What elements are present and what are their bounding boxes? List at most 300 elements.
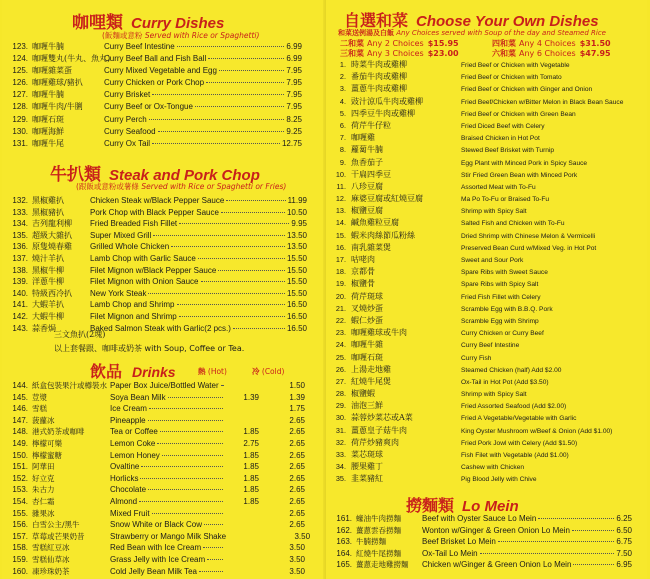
steak-extra-note: 三文魚扒(2塊) <box>54 330 106 339</box>
section-subtitle-en: Any Choices served with Soup of the day and Steamed Rice <box>396 29 606 37</box>
dish-item-row <box>326 254 644 266</box>
item-name-cn: 檸檬蜜糖 <box>32 450 62 460</box>
dot-leader <box>160 431 223 432</box>
item-name-en: Cold Jelly Bean Milk Tea <box>110 566 198 576</box>
dot-leader <box>201 281 285 282</box>
item-price: 6.99 <box>286 54 302 64</box>
cold-price: 2.65 <box>289 508 305 518</box>
dot-leader <box>141 466 223 467</box>
item-name-cn: 紙盒包裝果汁或樽裝水 <box>32 381 107 390</box>
item-name-cn: 薑蔥皇子菇牛肉 <box>351 425 407 435</box>
item-number: 26. <box>335 364 346 374</box>
drink-item-row <box>2 531 311 543</box>
item-number: 125. <box>12 66 28 76</box>
item-name-cn: 好立克 <box>32 473 55 483</box>
item-name-en: Curry Beef or Ox-Tongue <box>104 102 193 112</box>
item-name-en: Curry Chicken or Pork Chop <box>104 78 205 88</box>
item-number: 20. <box>335 291 346 301</box>
item-name-cn: 菜芯斑球 <box>351 450 383 459</box>
item-name-en: Fried Pork Jowl with Celery (Add $1.50) <box>461 439 578 447</box>
dot-leader <box>157 443 223 444</box>
item-name-cn: 蒜蓉炒菜芯或A菜 <box>351 413 413 423</box>
item-name-cn: 原隻燒春雞 <box>32 242 72 252</box>
drink-item-row <box>2 566 305 578</box>
item-name-en: Tea or Coffee <box>110 427 158 437</box>
dish-item-row <box>326 96 644 108</box>
item-number: 24. <box>335 340 346 350</box>
cold-price: 2.65 <box>289 415 305 425</box>
item-name-cn: 咖喱牛腩 <box>32 42 64 51</box>
dish-item-row <box>326 266 644 278</box>
item-name-en: Curry Beef Intestine <box>104 42 175 51</box>
item-name-cn: 超級大雜扒 <box>32 230 72 240</box>
item-name-en: Shrimp with Spicy Salt <box>461 391 527 399</box>
item-name-cn: 腰果雞丁 <box>351 462 383 472</box>
item-price: 13.50 <box>286 230 307 240</box>
dot-leader <box>218 270 285 271</box>
item-number: 19. <box>335 279 346 289</box>
menu-item-row <box>2 218 307 230</box>
item-name-en: Ox-Tail in Hot Pot (Add $3.50) <box>461 378 549 386</box>
dish-item-row <box>326 473 644 485</box>
item-name-en: Cashew with Chicken <box>461 464 525 472</box>
item-number: 32. <box>335 437 346 447</box>
cold-price: 2.65 <box>289 473 305 483</box>
item-price: 15.50 <box>286 277 307 287</box>
item-name-cn: 蒜香焗 <box>32 323 56 333</box>
item-price: 15.50 <box>286 288 307 298</box>
item-name-cn: 紅燒牛尾煲 <box>351 376 391 386</box>
item-number: 8. <box>339 145 346 155</box>
menu-item-row <box>2 299 307 311</box>
item-name-cn: 凍珍珠奶茶 <box>32 566 70 576</box>
item-name-en: Braised Chicken in Hot Pot <box>461 135 540 143</box>
drinks-list <box>2 380 311 577</box>
item-name-en: Curry Seafood <box>104 126 156 136</box>
dish-item-row <box>326 425 644 437</box>
item-name-cn: 南乳雜菜煲 <box>351 242 391 252</box>
drink-item-row <box>2 554 305 566</box>
item-number: 128. <box>12 102 28 112</box>
dot-leader <box>221 385 223 386</box>
section-subtitle-en: Served with Rice or Spaghetti) <box>144 31 260 40</box>
item-name-cn: 大蝦羊扒 <box>32 300 64 310</box>
item-number: 4. <box>339 96 346 106</box>
section-title-cn: 咖哩類 <box>72 13 123 33</box>
cold-price: 3.50 <box>294 531 311 541</box>
item-number: 9. <box>339 157 346 167</box>
section-subtitle <box>338 28 606 38</box>
item-name-en: Pork Chop with Black Pepper Sauce <box>90 207 219 217</box>
item-number: 140. <box>12 288 28 298</box>
item-name-cn: 荷芹斑球 <box>351 291 383 301</box>
item-name-en: Red Bean with Ice Cream <box>110 543 202 553</box>
item-number: 126. <box>12 78 28 88</box>
item-number: 161. <box>336 514 352 523</box>
item-number: 142. <box>12 311 28 321</box>
hot-price: 1.39 <box>243 392 259 402</box>
dot-leader <box>139 501 223 502</box>
item-name-cn: 白雪公主/黑牛 <box>32 520 80 530</box>
item-number: 134. <box>12 219 28 229</box>
dot-leader <box>179 316 285 317</box>
item-number: 127. <box>12 90 28 100</box>
dish-item-row <box>326 327 644 339</box>
item-price: 15.50 <box>286 253 307 263</box>
dot-leader <box>538 518 614 519</box>
option-price: $15.95 <box>427 39 459 48</box>
dish-item-row <box>326 157 644 169</box>
dot-leader <box>152 513 223 514</box>
drink-item-row <box>2 508 305 520</box>
item-price: 7.95 <box>286 66 302 76</box>
section-subtitle-cn: (飯麵或意粉 <box>102 31 143 40</box>
item-name-cn: 八珍豆腐 <box>351 181 383 191</box>
item-name-cn: 油泡三鮮 <box>351 401 383 411</box>
option-cn: 六和菜 <box>492 49 516 58</box>
item-name-en: Steamed Chicken (half) Add $2.00 <box>461 366 562 374</box>
item-number: 147. <box>12 415 28 425</box>
item-number: 137. <box>12 253 28 263</box>
item-price: 7.95 <box>286 102 302 112</box>
item-price: 6.50 <box>616 525 632 535</box>
item-price: 7.95 <box>286 78 302 88</box>
menu-page-left <box>2 0 323 579</box>
item-number: 23. <box>335 328 346 338</box>
item-name-cn: 雜果冰 <box>32 508 55 518</box>
dish-item-row <box>326 144 644 156</box>
cold-price: 2.65 <box>289 496 305 506</box>
dish-item-row <box>326 132 644 144</box>
item-name-en: Snow White or Black Cow <box>110 520 203 530</box>
item-name-cn: 麻婆豆腐或紅燒豆腐 <box>351 194 423 204</box>
dish-item-row <box>326 120 644 132</box>
menu-item-row <box>2 101 302 113</box>
item-number: 150. <box>12 450 28 460</box>
drinks-cold-label <box>252 366 284 377</box>
item-name-cn: 雪糕 <box>32 404 47 414</box>
section-subtitle <box>76 181 286 192</box>
item-name-en: Curry Chicken or Curry Beef <box>461 330 544 338</box>
drink-item-row <box>2 473 305 485</box>
dot-leader <box>572 530 614 531</box>
item-name-en: Curry Ox Tail <box>104 138 151 148</box>
item-name-en: Curry Brisket <box>104 90 151 100</box>
item-name-cn: 薑蔥走地雞撈麵 <box>356 560 409 570</box>
lomein-list <box>326 513 632 571</box>
item-number: 152. <box>12 473 28 483</box>
dish-item-row <box>326 315 644 327</box>
cold-price: 3.50 <box>289 566 305 576</box>
dot-leader <box>198 258 285 259</box>
item-name-cn: 咖喱雙丸(牛丸、魚丸) <box>32 54 111 64</box>
item-name-en: Scramble Egg with B.B.Q. Pork <box>461 305 553 313</box>
item-name-cn: 紅燒牛尾撈麵 <box>356 548 401 558</box>
item-name-en: Lemon Coke <box>110 438 156 448</box>
item-name-cn: 蝦米肉絲節瓜粉絲 <box>351 230 415 240</box>
item-number: 17. <box>335 255 346 264</box>
dish-item-row <box>326 352 644 364</box>
option-en: Any 3 Choices <box>367 49 424 58</box>
item-name-cn: 蘿蔔牛腩 <box>351 145 383 155</box>
dish-item-row <box>326 108 644 120</box>
dot-leader <box>149 119 285 120</box>
dish-item-row <box>326 303 644 315</box>
dot-leader <box>149 408 223 409</box>
dot-leader <box>480 553 615 554</box>
item-name-cn: 朱古力 <box>32 485 55 495</box>
item-name-cn: 四季豆牛肉或雞柳 <box>351 108 415 118</box>
drink-item-row <box>2 380 305 392</box>
item-name-cn: 咖喱雜菜蛋 <box>32 66 72 76</box>
item-name-en: Curry Mixed Vegetable and Egg <box>104 66 217 76</box>
menu-item-row <box>2 230 307 242</box>
item-name-en: Fried Beef or Chicken with Green Bean <box>461 110 576 118</box>
item-name-en: Baked Salmon Steak with Garlic(2 pcs.) <box>90 323 231 333</box>
dish-item-row <box>326 242 644 254</box>
item-name-cn: 時菜牛肉或雞柳 <box>351 60 407 69</box>
item-name-en: Soya Bean Milk <box>110 392 166 402</box>
dish-item-row <box>326 278 644 290</box>
item-number: 145. <box>12 392 28 402</box>
choose-list <box>326 59 644 486</box>
item-name-cn: 特級西冷扒 <box>32 288 72 298</box>
item-name-cn: 咖喱雞球或牛肉 <box>351 328 407 338</box>
menu-item-row <box>326 513 632 525</box>
item-price: 6.75 <box>616 537 632 547</box>
item-name-cn: 咖喱牛腩 <box>32 90 64 100</box>
item-price: 10.50 <box>286 207 307 217</box>
item-number: 34. <box>335 462 346 472</box>
menu-item-row <box>2 114 302 126</box>
item-name-en: Scramble Egg with Shrimp <box>461 317 539 325</box>
choice-price-option <box>340 48 459 59</box>
section-title-en: Steak and Pork Chop <box>109 167 260 184</box>
item-number: 27. <box>335 376 346 386</box>
hot-price: 1.85 <box>243 473 259 483</box>
item-number: 165. <box>336 560 352 570</box>
dish-item-row <box>326 83 644 95</box>
dish-item-row <box>326 437 644 449</box>
item-price: 16.50 <box>286 300 307 310</box>
dot-leader <box>148 420 223 421</box>
item-name-cn: 叉燒炒蛋 <box>351 303 383 313</box>
item-price: 7.50 <box>616 548 632 558</box>
dot-leader <box>168 397 223 398</box>
dot-leader <box>148 293 284 294</box>
drink-item-row <box>2 484 305 496</box>
item-number: 162. <box>336 525 352 535</box>
item-number: 1. <box>339 60 346 69</box>
dish-item-row <box>326 181 644 193</box>
section-title-cn: 飲品 <box>90 362 123 381</box>
item-name-en: Lamb Chop with Garlic Sauce <box>90 253 196 263</box>
item-name-cn: 黑椒豬扒 <box>32 207 64 217</box>
item-number: 11. <box>336 181 346 191</box>
item-number: 136. <box>12 242 28 252</box>
item-price: 6.95 <box>616 560 632 570</box>
menu-item-row <box>2 126 302 138</box>
cold-price: 2.65 <box>289 450 305 460</box>
item-number: 132. <box>12 196 28 205</box>
item-name-en: Assorted Meat with To-Fu <box>461 183 536 191</box>
item-name-en: Ox-Tail Lo Mein <box>422 548 478 558</box>
item-name-en: Filet Mignon with Onion Sauce <box>90 277 199 287</box>
item-number: 5. <box>339 108 346 118</box>
item-number: 22. <box>335 315 346 325</box>
item-number: 155. <box>12 508 28 518</box>
item-number: 144. <box>12 381 28 390</box>
item-name-en: Curry Beef Ball and Fish Ball <box>104 54 207 64</box>
dot-leader <box>219 70 284 71</box>
item-name-cn: 蝦仁炒蛋 <box>351 315 383 325</box>
item-name-en: Curry Perch <box>104 114 147 124</box>
item-number: 123. <box>12 42 28 51</box>
item-name-en: Preserved Bean Curd w/Mixed Veg. in Hot Pot <box>461 244 597 252</box>
item-number: 148. <box>12 427 28 437</box>
dish-item-row <box>326 205 644 217</box>
item-number: 129. <box>12 114 28 124</box>
drinks-hot-label <box>198 366 227 377</box>
steak-list <box>2 195 307 334</box>
menu-item-row <box>2 77 302 89</box>
steak-footnote <box>54 343 244 354</box>
item-price: 16.50 <box>286 323 307 333</box>
item-name-en: Curry Beef Intestine <box>461 342 520 350</box>
item-name-en: Chicken w/Ginger & Green Onion Lo Mein <box>422 560 572 570</box>
menu-item-row <box>2 138 302 150</box>
item-number: 6. <box>339 120 346 130</box>
item-name-en: Egg Plant with Minced Pork in Spicy Sauce <box>461 159 588 167</box>
item-price: 11.99 <box>287 196 307 205</box>
item-number: 141. <box>12 300 28 310</box>
cold-price: 2.65 <box>289 520 305 530</box>
menu-item-row <box>326 548 632 560</box>
item-name-cn: 荷芹炒豬爽肉 <box>351 437 399 447</box>
item-name-en: Grass Jelly with Ice Cream <box>110 554 206 564</box>
item-name-cn: 咖喱牛肉/牛脷 <box>32 102 83 112</box>
cold-price: 2.65 <box>289 462 305 472</box>
item-price: 9.95 <box>291 219 307 229</box>
dish-item-row <box>326 230 644 242</box>
item-name-cn: 吉列龍利柳 <box>32 219 72 229</box>
hot-price: 2.75 <box>243 438 259 448</box>
item-name-cn: 韭菜豬紅 <box>351 474 383 484</box>
dish-item-row <box>326 169 644 181</box>
item-name-en: Ice Cream <box>110 404 147 414</box>
item-number: 164. <box>336 548 352 558</box>
item-name-en: Spare Ribs with Spicy Salt <box>461 281 539 289</box>
item-name-en: Ma Po To-Fu or Braised To-Fu <box>461 196 550 204</box>
item-name-cn: 蠔油牛肉撈麵 <box>356 514 401 523</box>
item-name-cn: 椒鹽豆腐 <box>351 206 383 216</box>
item-name-cn: 上湯走地雞 <box>351 364 391 374</box>
cold-price: 1.75 <box>289 404 305 414</box>
dish-item-row <box>326 59 644 71</box>
item-name-en: Salted Fish and Chicken with To-Fu <box>461 220 565 228</box>
curry-list <box>2 41 302 150</box>
option-price: $31.50 <box>579 39 611 48</box>
cold-price: 1.50 <box>289 381 305 390</box>
drink-item-row <box>2 438 305 450</box>
item-number: 12. <box>335 194 346 204</box>
item-name-cn: 港式奶茶或咖啡 <box>32 427 85 437</box>
item-name-cn: 洋蔥牛柳 <box>32 277 64 287</box>
item-name-cn: 薑蔥雲吞撈麵 <box>356 525 401 535</box>
drink-item-row <box>2 450 305 462</box>
item-number: 124. <box>12 54 28 64</box>
item-name-cn: 咕咾肉 <box>351 255 375 264</box>
item-name-cn: 荳漿 <box>32 392 47 402</box>
item-name-cn: 番茄牛肉或雞柳 <box>351 72 407 82</box>
item-name-en: Stewed Beef Brisket with Turnip <box>461 147 555 155</box>
item-name-en: Beef Brisket Lo Mein <box>422 537 496 547</box>
dot-leader <box>573 564 614 565</box>
menu-item-row <box>2 311 307 323</box>
hot-label-cn: 熱 <box>198 367 206 376</box>
item-number: 18. <box>335 267 346 277</box>
item-name-en: Horlicks <box>110 473 139 483</box>
item-name-cn: 咖喱雞球/豬扒 <box>32 78 83 88</box>
item-name-en: Fried Diced Beef with Celery <box>461 122 545 130</box>
section-title-en: Drinks <box>132 364 176 380</box>
dish-item-row <box>326 364 644 376</box>
item-number: 31. <box>335 425 346 435</box>
dot-leader <box>177 304 285 305</box>
item-name-cn: 魚香茄子 <box>351 157 383 167</box>
cold-price: 2.65 <box>289 485 305 495</box>
dot-leader <box>195 106 284 107</box>
item-name-en: New York Steak <box>90 288 147 298</box>
section-subtitle-cn: (跟飯或意粉或薯條 <box>76 182 139 191</box>
menu-item-row <box>2 41 302 53</box>
item-name-cn: 薑蔥牛肉或雞柳 <box>351 84 407 94</box>
item-number: 2. <box>339 72 346 82</box>
item-number: 16. <box>335 242 346 252</box>
item-name-cn: 椒鹽蝦 <box>351 389 375 399</box>
dot-leader <box>207 559 223 560</box>
item-number: 130. <box>12 126 28 136</box>
item-number: 159. <box>12 554 28 564</box>
dish-item-row <box>326 291 644 303</box>
drink-item-row <box>2 392 305 404</box>
drink-item-row <box>2 403 305 415</box>
section-title-cn: 撈麵類 <box>406 496 455 515</box>
item-number: 133. <box>12 207 28 217</box>
item-name-en: Fried Breaded Fish Fillet <box>90 219 178 229</box>
item-name-cn: 干扁四季豆 <box>351 169 391 179</box>
item-name-en: Fried Beef or Chicken with Tomato <box>461 74 562 82</box>
option-en: Any 6 Choices <box>519 49 576 58</box>
dish-item-row <box>326 339 644 351</box>
menu-item-row <box>2 276 307 288</box>
dot-leader <box>148 489 223 490</box>
option-en: Any 4 Choices <box>519 39 576 48</box>
hot-price: 1.85 <box>243 450 259 460</box>
cold-label-en: (Cold) <box>261 367 285 376</box>
dot-leader <box>152 94 284 95</box>
item-number: 131. <box>12 138 28 148</box>
menu-item-row <box>2 89 302 101</box>
item-number: 7. <box>339 133 346 143</box>
item-number: 160. <box>12 566 28 576</box>
item-name-cn: 京都骨 <box>351 267 375 277</box>
menu-page-right <box>326 0 647 579</box>
item-name-en: Shrimp with Spicy Salt <box>461 208 527 216</box>
dot-leader <box>226 200 285 201</box>
dot-leader <box>179 223 289 224</box>
item-number: 157. <box>12 531 28 541</box>
